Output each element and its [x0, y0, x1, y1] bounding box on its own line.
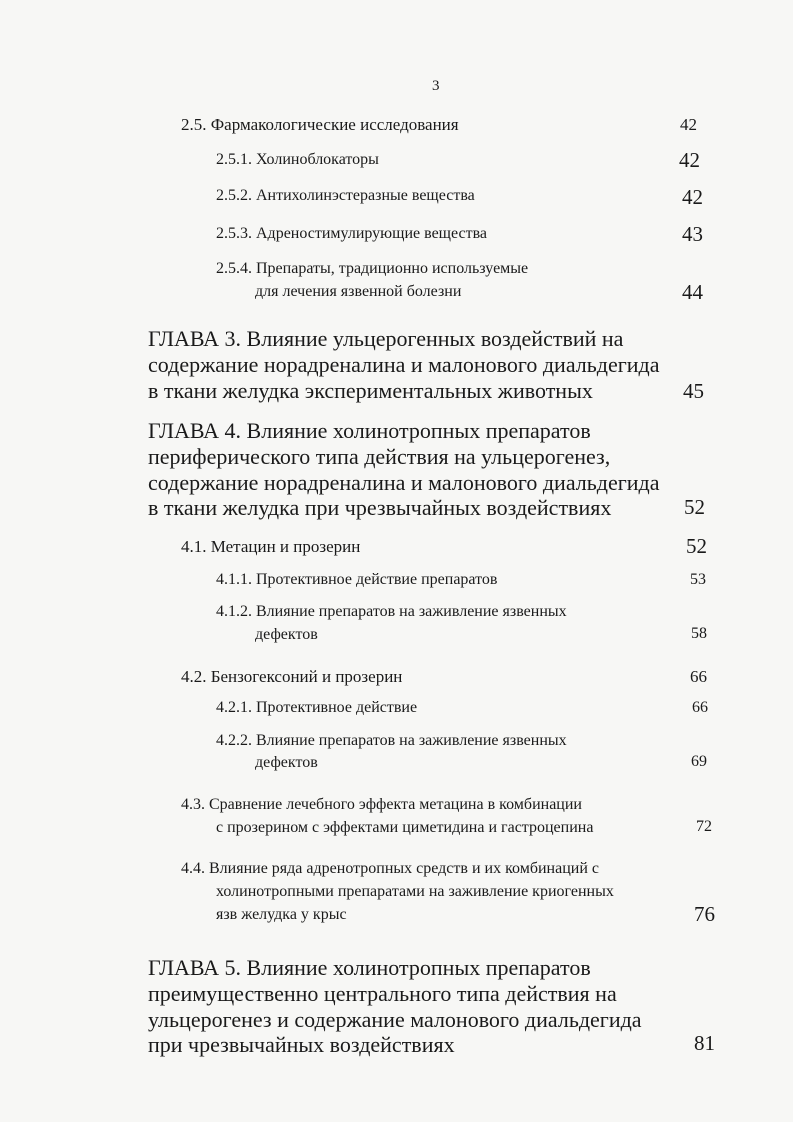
toc-entry-4-4-line3: язв желудка у крыс	[216, 906, 347, 923]
toc-page-4-1: 52	[686, 534, 707, 558]
toc-page-2-5-4: 44	[682, 280, 703, 304]
toc-page-4-1-1: 53	[690, 571, 706, 588]
toc-page-chapter-5: 81	[694, 1031, 715, 1055]
toc-entry-4-2-2-line1: 4.2.2. Влияние препаратов на заживление язвенных	[216, 732, 567, 749]
toc-chapter-3-line3: в ткани желудка экспериментальных животных	[148, 378, 593, 403]
page-number: 3	[432, 78, 440, 94]
toc-chapter-5-line2: преимущественно центрального типа действия на	[148, 981, 617, 1006]
toc-page-2-5: 42	[680, 115, 697, 134]
toc-entry-2-5-1: 2.5.1. Холиноблокаторы	[216, 151, 379, 168]
toc-entry-4-1: 4.1. Метацин и прозерин	[181, 537, 361, 556]
toc-entry-2-5-4-line2: для лечения язвенной болезни	[255, 283, 462, 300]
toc-page-chapter-4: 52	[684, 495, 705, 519]
toc-chapter-3-line2: содержание норадреналина и малонового диальдегида	[148, 352, 660, 377]
toc-page-4-1-2: 58	[691, 625, 707, 642]
toc-entry-4-1-1: 4.1.1. Протективное действие препаратов	[216, 571, 498, 588]
toc-page-2-5-1: 42	[679, 148, 700, 172]
toc-chapter-4-line3: содержание норадреналина и малонового диальдегида	[148, 470, 660, 495]
toc-entry-4-3-line2: с прозерином с эффектами циметидина и гастроцепина	[216, 819, 594, 836]
toc-entry-2-5: 2.5. Фармакологические исследования	[181, 115, 459, 134]
toc-page-4-2: 66	[690, 667, 707, 686]
toc-chapter-5-line3: ульцерогенез и содержание малонового диальдегида	[148, 1007, 642, 1032]
toc-chapter-4-line1: ГЛАВА 4. Влияние холинотропных препаратов	[148, 418, 591, 443]
toc-page-4-2-2: 69	[691, 753, 707, 770]
toc-chapter-5-line4: при чрезвычайных воздействиях	[148, 1032, 455, 1057]
toc-entry-4-2: 4.2. Бензогексоний и прозерин	[181, 667, 403, 686]
toc-entry-4-4-line2: холинотропными препаратами на заживление криогенных	[216, 883, 614, 900]
toc-entry-4-2-1: 4.2.1. Протективное действие	[216, 699, 418, 716]
toc-chapter-3-line1: ГЛАВА 3. Влияние ульцерогенных воздействий на	[148, 326, 624, 351]
toc-page-4-3: 72	[696, 818, 712, 835]
toc-page-2-5-3: 43	[682, 222, 703, 246]
toc-entry-2-5-4-line1: 2.5.4. Препараты, традиционно используемые	[216, 260, 529, 277]
toc-chapter-5-line1: ГЛАВА 5. Влияние холинотропных препаратов	[148, 955, 591, 980]
toc-page-chapter-3: 45	[683, 379, 704, 403]
toc-chapter-4-line4: в ткани желудка при чрезвычайных воздействиях	[148, 495, 612, 520]
toc-entry-4-3-line1: 4.3. Сравнение лечебного эффекта метацина в комбинации	[181, 796, 582, 813]
toc-entry-4-4-line1: 4.4. Влияние ряда адренотропных средств и их комбинаций с	[181, 860, 600, 877]
toc-chapter-4-line2: периферического типа действия на ульцерогенез,	[148, 444, 611, 469]
toc-entry-2-5-3: 2.5.3. Адреностимулирующие вещества	[216, 225, 488, 242]
toc-entry-4-1-2-line2: дефектов	[255, 626, 318, 643]
toc-entry-4-2-2-line2: дефектов	[255, 754, 318, 771]
toc-entry-4-1-2-line1: 4.1.2. Влияние препаратов на заживление язвенных	[216, 603, 567, 620]
toc-entry-2-5-2: 2.5.2. Антихолинэстеразные вещества	[216, 187, 475, 204]
toc-page-4-2-1: 66	[692, 699, 708, 716]
toc-page-4-4: 76	[694, 902, 715, 926]
toc-page-2-5-2: 42	[682, 185, 703, 209]
